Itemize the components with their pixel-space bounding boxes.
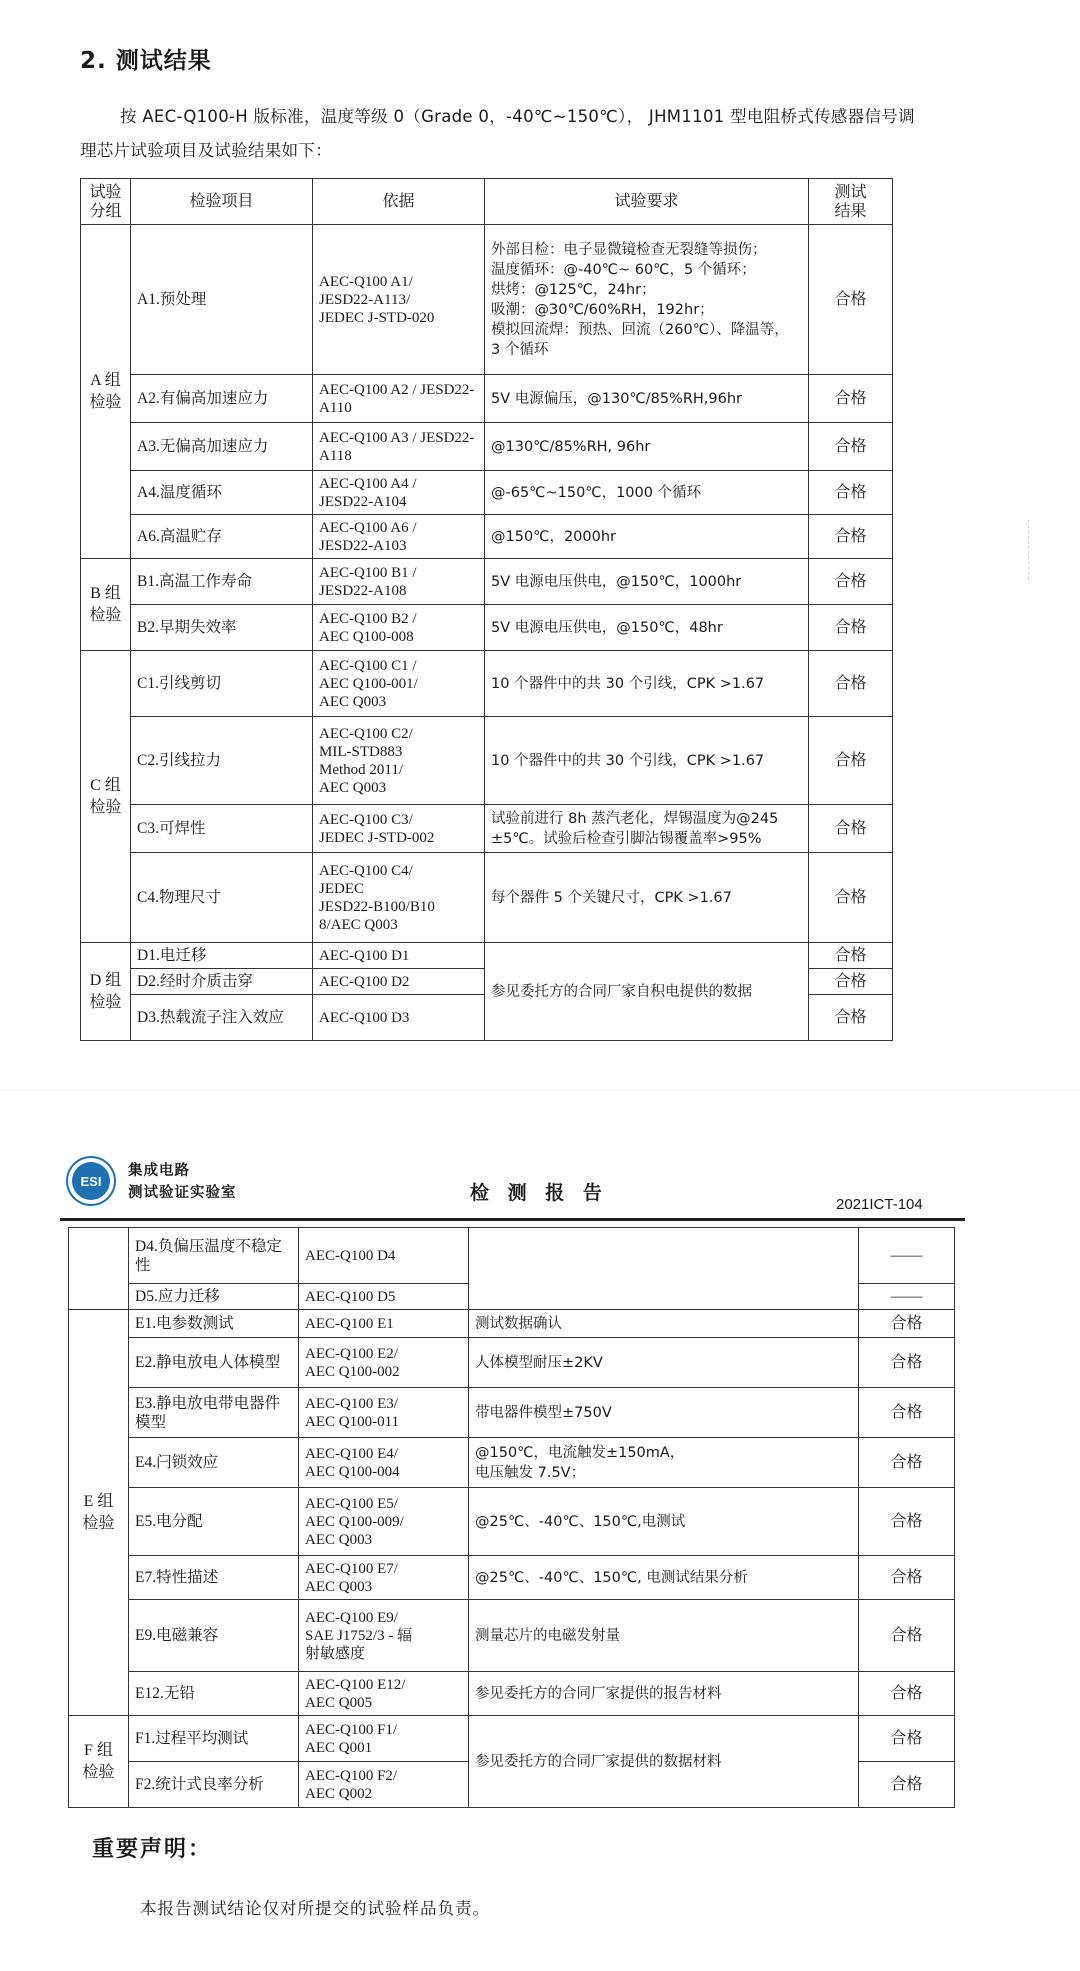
- test-basis: AEC-Q100 C2/ MIL-STD883 Method 2011/ AEC Q003: [313, 717, 485, 805]
- test-basis: AEC-Q100 E4/ AEC Q100-004: [299, 1438, 469, 1488]
- test-item: A4.温度循环: [131, 471, 313, 515]
- test-result: 合格: [859, 1716, 955, 1762]
- section-title: 2. 测试结果: [80, 48, 212, 74]
- report-title: 检 测 报 告: [470, 1182, 608, 1204]
- test-basis: AEC-Q100 E12/ AEC Q005: [299, 1672, 469, 1716]
- test-item: F2.统计式良率分析: [129, 1762, 299, 1808]
- test-item: A6.高温贮存: [131, 515, 313, 559]
- test-requirement: 测量芯片的电磁发射量: [469, 1600, 859, 1672]
- test-result: 合格: [859, 1388, 955, 1438]
- test-item: D2.经时介质击穿: [131, 969, 313, 995]
- test-basis: AEC-Q100 E3/ AEC Q100-011: [299, 1388, 469, 1438]
- test-basis: AEC-Q100 E1: [299, 1310, 469, 1338]
- table-row: [69, 1488, 955, 1556]
- test-requirement: 人体模型耐压±2KV: [469, 1338, 859, 1388]
- intro-line-2: 理芯片试验项目及试验结果如下：: [80, 141, 332, 160]
- test-basis: AEC-Q100 A3 / JESD22-A118: [313, 423, 485, 471]
- lab-name-line-2: 测试验证实验室: [128, 1185, 237, 1201]
- test-result: ——: [859, 1228, 955, 1284]
- test-requirement: 10 个器件中的共 30 个引线，CPK >1.67: [485, 717, 809, 805]
- test-requirement: 5V 电源电压供电，@150℃，1000hr: [485, 559, 809, 605]
- test-item: E3.静电放电带电器件模型: [129, 1388, 299, 1438]
- group-label-e: E 组 检验: [69, 1310, 129, 1716]
- test-result: 合格: [809, 853, 893, 943]
- test-basis: AEC-Q100 C1 / AEC Q100-001/ AEC Q003: [313, 651, 485, 717]
- test-item: D4.负偏压温度不稳定性: [129, 1228, 299, 1284]
- table-row: [81, 471, 893, 515]
- test-basis: AEC-Q100 D1: [313, 943, 485, 969]
- lab-logo: ESI: [68, 1158, 114, 1204]
- test-basis: AEC-Q100 A4 / JESD22-A104: [313, 471, 485, 515]
- test-result: 合格: [809, 515, 893, 559]
- test-item: B2.早期失效率: [131, 605, 313, 651]
- table-row: [81, 423, 893, 471]
- test-requirement: @25℃、-40℃、150℃,电测试: [469, 1488, 859, 1556]
- test-item: C3.可焊性: [131, 805, 313, 853]
- test-result: 合格: [809, 995, 893, 1041]
- test-basis: AEC-Q100 A1/ JESD22-A113/ JEDEC J-STD-020: [313, 225, 485, 375]
- intro-paragraph: [80, 100, 980, 168]
- report-number: 2021ICT-104: [836, 1196, 923, 1213]
- test-item: E12.无铅: [129, 1672, 299, 1716]
- test-item: C4.物理尺寸: [131, 853, 313, 943]
- test-item: D1.电迁移: [131, 943, 313, 969]
- test-result: 合格: [809, 559, 893, 605]
- table-row: [81, 853, 893, 943]
- table-row: [69, 1600, 955, 1672]
- test-result: 合格: [809, 225, 893, 375]
- test-result: 合格: [859, 1762, 955, 1808]
- test-results-table: [80, 178, 893, 1041]
- test-requirement: 5V 电源电压供电，@150℃，48hr: [485, 605, 809, 651]
- test-result: 合格: [809, 805, 893, 853]
- table-row: [69, 1310, 955, 1338]
- test-item: E5.电分配: [129, 1488, 299, 1556]
- table-row: [81, 805, 893, 853]
- test-basis: AEC-Q100 A6 / JESD22-A103: [313, 515, 485, 559]
- test-item: C1.引线剪切: [131, 651, 313, 717]
- table-row: [69, 1556, 955, 1600]
- test-basis: AEC-Q100 D2: [313, 969, 485, 995]
- test-basis: AEC-Q100 B1 / JESD22-A108: [313, 559, 485, 605]
- test-requirement: 参见委托方的合同厂家提供的数据材料: [469, 1716, 859, 1808]
- test-requirement: 试验前进行 8h 蒸汽老化，焊锡温度为@245 ±5℃。试验后检查引脚沾锡覆盖率>95%: [485, 805, 809, 853]
- test-requirement: 外部目检：电子显微镜检查无裂缝等损伤； 温度循环：@-40℃~ 60℃，5 个循环； 烘烤：@125℃，24hr； 吸潮：@30℃/60%RH，192hr； 模拟回流焊：预热、回流（260℃）、降温等， 3 个循环: [485, 225, 809, 375]
- group-label-a: A 组 检验: [81, 225, 131, 559]
- test-item: A3.无偏高加速应力: [131, 423, 313, 471]
- test-result: 合格: [859, 1556, 955, 1600]
- test-requirement: 参见委托方的合同厂家自积电提供的数据: [485, 943, 809, 1041]
- test-item: E2.静电放电人体模型: [129, 1338, 299, 1388]
- test-requirement: 测试数据确认: [469, 1310, 859, 1338]
- lab-name-line-1: 集成电路: [128, 1163, 190, 1179]
- lab-name: [128, 1160, 237, 1204]
- test-item: A1.预处理: [131, 225, 313, 375]
- test-basis: AEC-Q100 F1/ AEC Q001: [299, 1716, 469, 1762]
- test-requirement: 带电器件模型±750V: [469, 1388, 859, 1438]
- test-result: 合格: [859, 1672, 955, 1716]
- test-result: 合格: [859, 1600, 955, 1672]
- group-label-b: B 组 检验: [81, 559, 131, 651]
- test-basis: AEC-Q100 C4/ JEDEC JESD22-B100/B10 8/AEC Q003: [313, 853, 485, 943]
- intro-line-1: 按 AEC-Q100-H 版标准，温度等级 0（Grade 0，-40℃~150℃）， JHM1101 型电阻桥式传感器信号调: [120, 107, 915, 126]
- test-basis: AEC-Q100 C3/ JEDEC J-STD-002: [313, 805, 485, 853]
- test-result: ——: [859, 1284, 955, 1310]
- test-basis: AEC-Q100 A2 / JESD22-A110: [313, 375, 485, 423]
- test-basis: AEC-Q100 F2/ AEC Q002: [299, 1762, 469, 1808]
- table-row: [69, 1438, 955, 1488]
- test-result: 合格: [809, 717, 893, 805]
- test-result: 合格: [809, 651, 893, 717]
- test-result: 合格: [859, 1338, 955, 1388]
- test-result: 合格: [859, 1310, 955, 1338]
- test-result: 合格: [809, 969, 893, 995]
- table-row: [81, 605, 893, 651]
- test-basis: AEC-Q100 E7/ AEC Q003: [299, 1556, 469, 1600]
- test-result: 合格: [809, 605, 893, 651]
- test-basis: AEC-Q100 D5: [299, 1284, 469, 1310]
- table-header-row: [81, 179, 893, 225]
- test-item: E9.电磁兼容: [129, 1600, 299, 1672]
- test-results-table-continued: [68, 1227, 955, 1808]
- table-row: [69, 1228, 955, 1284]
- table-row: [69, 1388, 955, 1438]
- test-basis: AEC-Q100 E9/ SAE J1752/3 - 辐 射敏感度: [299, 1600, 469, 1672]
- test-result: 合格: [859, 1438, 955, 1488]
- test-basis: AEC-Q100 E5/ AEC Q100-009/ AEC Q003: [299, 1488, 469, 1556]
- group-label-f: F 组 检验: [69, 1716, 129, 1808]
- table-row: [69, 1672, 955, 1716]
- test-item: E1.电参数测试: [129, 1310, 299, 1338]
- table-row: [69, 1338, 955, 1388]
- notice-body: 本报告测试结论仅对所提交的试验样品负责。: [140, 1899, 490, 1918]
- header-item: 检验项目: [131, 179, 313, 225]
- test-item: D5.应力迁移: [129, 1284, 299, 1310]
- table-row: [81, 515, 893, 559]
- group-label-c: C 组 检验: [81, 651, 131, 943]
- test-basis: AEC-Q100 D4: [299, 1228, 469, 1284]
- header-group: 试验 分组: [81, 179, 131, 225]
- header-basis: 依据: [313, 179, 485, 225]
- table-row: [81, 943, 893, 969]
- header-divider: [60, 1218, 965, 1221]
- test-item: D3.热载流子注入效应: [131, 995, 313, 1041]
- test-requirement: 10 个器件中的共 30 个引线，CPK >1.67: [485, 651, 809, 717]
- seal-stamp-fragment: [1028, 520, 1077, 580]
- table-row: [81, 225, 893, 375]
- test-requirement: @25℃、-40℃、150℃, 电测试结果分析: [469, 1556, 859, 1600]
- test-item: F1.过程平均测试: [129, 1716, 299, 1762]
- group-label-d: D 组 检验: [81, 943, 131, 1041]
- test-result: 合格: [809, 943, 893, 969]
- test-requirement: @150℃，2000hr: [485, 515, 809, 559]
- table-row: [81, 651, 893, 717]
- test-result: 合格: [809, 423, 893, 471]
- notice-title: 重要声明：: [92, 1837, 213, 1862]
- test-requirement: [469, 1228, 859, 1310]
- test-requirement: @-65℃~150℃，1000 个循环: [485, 471, 809, 515]
- test-requirement: @130℃/85%RH, 96hr: [485, 423, 809, 471]
- test-result: 合格: [809, 375, 893, 423]
- test-item: C2.引线拉力: [131, 717, 313, 805]
- header-result: 测试 结果: [809, 179, 893, 225]
- test-basis: AEC-Q100 E2/ AEC Q100-002: [299, 1338, 469, 1388]
- test-requirement: 参见委托方的合同厂家提供的报告材料: [469, 1672, 859, 1716]
- test-basis: AEC-Q100 D3: [313, 995, 485, 1041]
- table-row: [81, 375, 893, 423]
- test-result: 合格: [859, 1488, 955, 1556]
- table-row: [81, 559, 893, 605]
- test-basis: AEC-Q100 B2 / AEC Q100-008: [313, 605, 485, 651]
- test-requirement: 5V 电源偏压，@130℃/85%RH,96hr: [485, 375, 809, 423]
- test-requirement: @150℃，电流触发±150mA， 电压触发 7.5V；: [469, 1438, 859, 1488]
- test-requirement: 每个器件 5 个关键尺寸，CPK >1.67: [485, 853, 809, 943]
- group-label-d-continued: [69, 1228, 129, 1310]
- test-item: A2.有偏高加速应力: [131, 375, 313, 423]
- header-requirement: 试验要求: [485, 179, 809, 225]
- table-row: [69, 1716, 955, 1762]
- test-item: B1.高温工作寿命: [131, 559, 313, 605]
- test-item: E4.闩锁效应: [129, 1438, 299, 1488]
- test-item: E7.特性描述: [129, 1556, 299, 1600]
- table-row: [81, 717, 893, 805]
- test-result: 合格: [809, 471, 893, 515]
